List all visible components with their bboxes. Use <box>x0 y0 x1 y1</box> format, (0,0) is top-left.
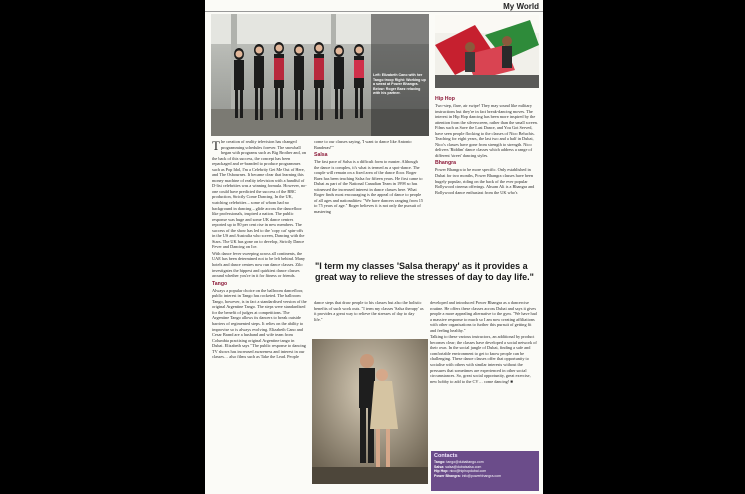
article-column-3 <box>435 94 539 256</box>
magazine-page <box>205 0 543 494</box>
contact-label: Salsa: <box>434 464 445 469</box>
article-column-2-continued <box>314 300 424 338</box>
power-bhangra-photo <box>435 15 539 88</box>
contacts-box <box>431 451 539 491</box>
article-column-3-continued <box>430 300 538 448</box>
contact-email: salsa@dubaisalsa.com <box>445 464 482 469</box>
contact-label: Hip Hop: <box>434 469 449 474</box>
header-rule <box>205 11 543 12</box>
article-column-2 <box>314 139 424 259</box>
salsa-paragraph: The fast pace of Salsa is a difficult form to master. Although the dance is complex, it's what is termed as a spot-dance. The couple will remain on a fixed area of the dance floor. Roger Baez has been teaching Salsa for fifteen years. He first came to Dubai as part of the National Canadian Team in 1998 so has witnessed the increased interest in dance classes here. What Roger finds most encouraging is the appeal of dance to people of all ages and nationalities: "We have dancers ranging from 15 to 75 years of age." Roger believes it is not only the pursuit of mastering <box>314 159 424 215</box>
photo-caption: Left: Elizabeth Cano with her Tango troop Right: Working up a sweat at Power Bhangra. Below: Roger Baez relaxing with his partner. <box>373 73 426 96</box>
salsa-paragraph-continued: dance steps that draw people to his classes but also the holistic benefits of such work outs. "I term my classes 'Salsa therapy' as it provides a great way to relieve the stresses of day to day life." <box>314 300 424 322</box>
salsa-couple-photo <box>312 339 428 484</box>
contact-email: nico@hiphopdubai.com <box>449 469 487 474</box>
tango-heading: Tango <box>212 280 228 287</box>
closing-paragraph: Talking to these various instructors, an additional by product becomes clear; the classes have developed a social network of their own. In the social jungle of Dubai, finding a safe and comfortable environment to get to know people can be challenging. These dance classes offer that opportunity to socialise with others with similar interests without the pressures that sometimes are experienced in other social circumstances. So, great social opportunity, great exercise, new hobby to add to the CV… come dancing! ■ <box>430 334 537 384</box>
drop-cap: T <box>212 139 220 153</box>
contact-email: info@powerbhangra.com <box>461 474 501 479</box>
body-paragraph: come to our classes saying, 'I want to dance like Antonio Banderas!'" <box>314 139 412 150</box>
contact-email: tango@dubaitango.com <box>446 460 484 464</box>
article-column-1 <box>212 139 307 491</box>
pull-quote: "I term my classes 'Salsa therapy' as it provides a great way to relieve the stresses of day to day life." <box>315 261 534 282</box>
contact-label: Tango: <box>434 460 446 464</box>
bhangra-paragraph-continued: developed and introduced Power Bhangra as a dancercise routine. He offers these classes across Dubai and says it gives people a more appealing alternative to the gym. "We have had a massive response to much so I am now creating affiliations with other organisations to further this pursuit of getting fit and feeling healthy." <box>430 300 537 333</box>
body-paragraph: With dance fever sweeping across all continents, the UAE has been determined not to be left behind. Many hotels and dance centres now run dance classes. Zilo investigates the hippest and quirkiest dance classes around whether you're in it for fitness or friends. <box>212 250 306 279</box>
contacts-title: Contacts <box>434 453 458 459</box>
tango-paragraph: Always a popular choice on the ballroom dancefloor, public interest in Tango has rocketed. The ballroom Tango, however, is in fact a standardised version of the original Argentine Tango. The steps were standardised for the benefit of judges at competitions. The Argentine Tango allows its dancers to break outside barriers of regimented steps. It relies on the ability to improvise so is always evolving. Elizabeth Cano and Cesar Brand are a husband and wife team from Columbia practising original Argentine tango in Dubai. Elizabeth says "The public response to dancing TV shows has increased awareness and interest in our classes… also films such as Take the Lead. People <box>212 287 307 360</box>
salsa-heading: Salsa <box>314 152 328 159</box>
right-border <box>543 0 745 494</box>
section-header: My World <box>503 2 539 11</box>
bhangra-paragraph: Power Bhangra to be more specific. Only established in Dubai for two months, Power Bhangra classes have been hugely popular, riding on the back of the ever popular Bollywood cinema offerings. Ahsam Ali is a Bhangra and Bollywood dance enthusiast from the UK who's <box>435 167 535 195</box>
hiphop-paragraph: Two-step, flare, air swipe! They may sound like military instructions but they're in fact break-dancing moves. The interest in Hip Hop dancing has been more inspired by the attention from the silverscreen, rather than the small screen. Films such as Save the Last Dance, and You Got Served, have seen people flocking to the classes of Nico Beluchis. Teaching for eight years, the last two and a half in Dubai, Nico's classes have gone from strength to strength. Nico delivers 'Riddim' dance classes which address a range of different 'street' dancing styles. <box>435 103 538 158</box>
contact-label: Power Bhangra: <box>434 474 461 479</box>
bhangra-heading: Bhangra <box>435 160 457 167</box>
hiphop-heading: Hip Hop <box>435 96 455 102</box>
contact-row <box>431 474 539 479</box>
left-border <box>0 0 205 494</box>
intro-paragraph: he creation of reality television has changed programming schedules forever. The snowball began with programs such as Big Brother and, on the back of this success, the concept has been repackaged and re-branded to produce programmes such as Pop Idol, I'm a Celebrity Get Me Out of Here, and The Osbournes. It became clear that learning this money machine of reality television with a handful of D-list celebrities was a winning formula. However, no-one could have predicted the success of the BBC production, Strictly Come Dancing. In the UK, watching celebrities – some of whom had no background in dancing – glide across the dancefloor like professionals, inspired a nation. The public response was huge and some UK dance centres reported up to 80 per cent rise in new members. The success of the show has led to the 'copy cat' spin-offs in the US and Australia who screen, Dancing with the Stars. The UK has gone on to develop, Strictly Dance Fever and Dancing on Ice. <box>212 139 307 250</box>
